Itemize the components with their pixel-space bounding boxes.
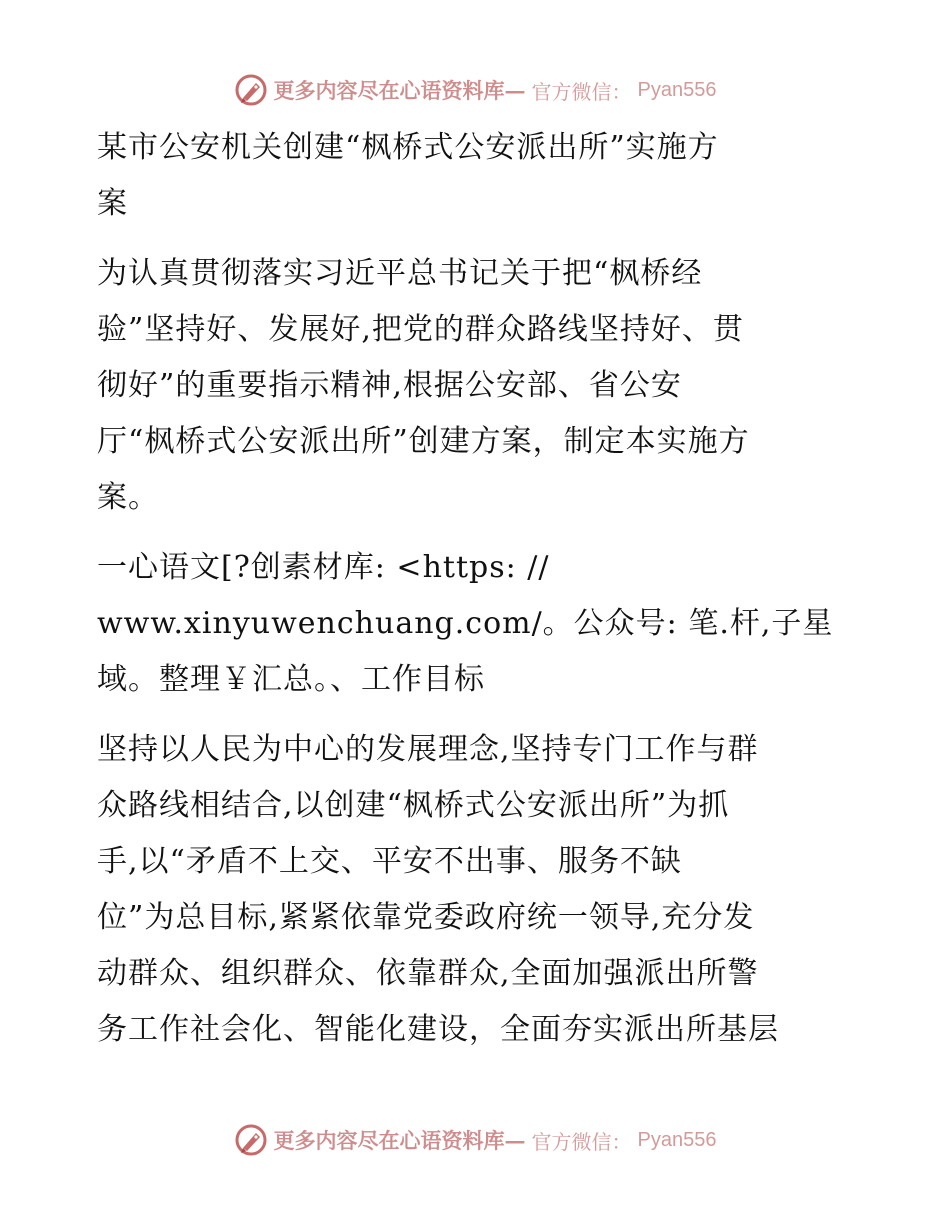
paragraph-line: 务工作社会化、智能化建设，全面夯实派出所基层 xyxy=(97,1012,779,1047)
paragraph-line: 彻好”的重要指示精神,根据公安部、省公安 xyxy=(97,368,682,403)
document-body xyxy=(97,120,857,1072)
paragraph-line: 案。 xyxy=(97,480,159,515)
title-line: 案 xyxy=(97,186,128,221)
paragraph-line: 动群众、组织群众、依靠群众,全面加强派出所警 xyxy=(97,956,759,991)
watermark-wechat-label: 官方微信： xyxy=(531,1129,632,1154)
title-line: 某市公安机关创建“枫桥式公安派出所”实施方 xyxy=(97,130,719,165)
paragraph-line: 厅“枫桥式公安派出所”创建方案，制定本实施方 xyxy=(97,424,750,459)
paragraph-line: 为认真贯彻落实习近平总书记关于把“枫桥经 xyxy=(97,256,703,291)
watermark-wechat-id: Pyan556 xyxy=(637,78,717,101)
section-heading-paragraph xyxy=(97,540,857,708)
paragraph-line: www.xinyuwenchuang.com/。公众号: 笔.杆,子星 xyxy=(97,606,834,641)
intro-paragraph xyxy=(97,246,857,526)
paragraph-line: 验”坚持好、发展好,把党的群众路线坚持好、贯 xyxy=(97,312,744,347)
paragraph-line: 众路线相结合,以创建“枫桥式公安派出所”为抓 xyxy=(97,788,730,823)
watermark-brand-text: 更多内容尽在心语资料库— xyxy=(273,78,526,103)
footer-watermark xyxy=(0,1120,950,1160)
paragraph-line: 位”为总目标,紧紧依靠党委政府统一领导,充分发 xyxy=(97,900,755,935)
watermark-brand-text: 更多内容尽在心语资料库— xyxy=(273,1128,526,1153)
paragraph-line: 坚持以人民为中心的发展理念,坚持专门工作与群 xyxy=(97,732,759,767)
watermark-wechat-id: Pyan556 xyxy=(637,1128,717,1151)
header-watermark xyxy=(0,70,950,110)
watermark-wechat-label: 官方微信： xyxy=(531,79,632,104)
paragraph-line: 一心语文[?创素材库: <https: // xyxy=(97,550,550,585)
goal-paragraph xyxy=(97,722,857,1058)
pen-nib-logo-icon xyxy=(234,1123,268,1157)
document-title xyxy=(97,120,857,232)
paragraph-line: 手,以“矛盾不上交、平安不出事、服务不缺 xyxy=(97,844,682,879)
paragraph-line: 域。整理￥汇总。、工作目标 xyxy=(97,662,485,697)
pen-nib-logo-icon xyxy=(234,73,268,107)
